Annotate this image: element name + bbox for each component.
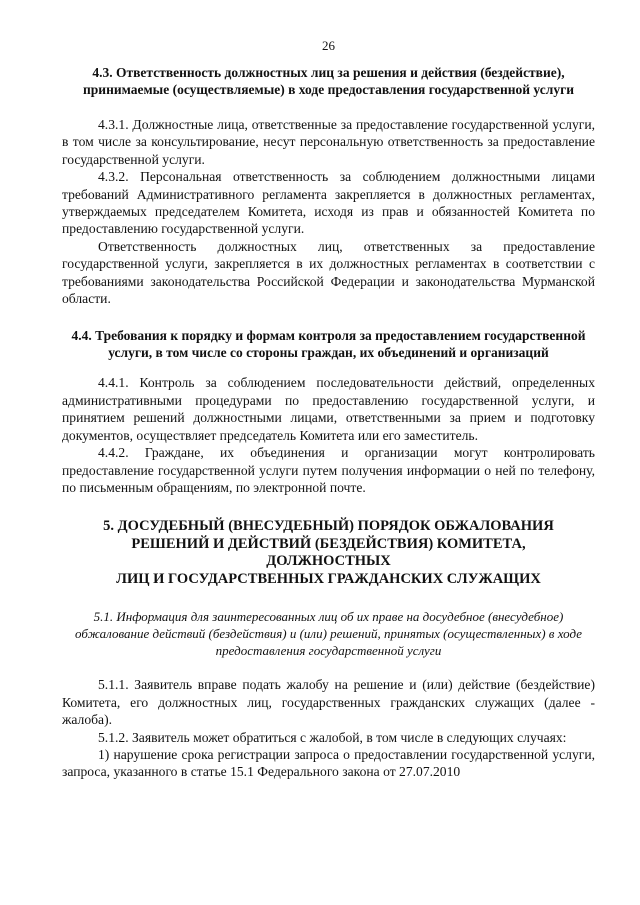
paragraph-4-4-2: 4.4.2. Граждане, их объединения и организации могут контролировать предоставление государственной услуги путем получения информации о ней по телефону, по письменным обращениям, по электронной почте. (62, 445, 595, 495)
section-5-heading (62, 518, 595, 588)
page-number: 26 (322, 38, 335, 53)
section-5-heading-line: РЕШЕНИЙ И ДЕЙСТВИЙ (БЕЗДЕЙСТВИЯ) КОМИТЕТА, (131, 535, 526, 552)
section-5-heading-line: ЛИЦ И ГОСУДАРСТВЕННЫХ ГРАЖДАНСКИХ СЛУЖАЩИХ (116, 570, 541, 587)
section-5-1-subtitle: 5.1. Информация для заинтересованных лиц об их праве на досудебное (внесудебное) обжалование действий (бездействия) и (или) решений, принятых (осуществленных) в ходе предоставления государственной услуги (75, 609, 582, 659)
paragraph-case-1: 1) нарушение срока регистрации запроса о предоставлении государственной услуги, запроса, указанного в статье 15.1 Федерального закона от 27.07.2010 (62, 746, 595, 780)
paragraph-5-1-2: 5.1.2. Заявитель может обратиться с жалобой, в том числе в следующих случаях: (98, 729, 567, 745)
section-5-heading-line: 5. ДОСУДЕБНЫЙ (ВНЕСУДЕБНЫЙ) ПОРЯДОК ОБЖАЛОВАНИЯ (103, 518, 554, 535)
paragraph-4-3-2: 4.3.2. Персональная ответственность за соблюдением должностными лицами требований Административного регламента закрепляется в должностных регламентах, утверждаемых председателем Комитета, исходя из прав и обязанностей Комитета по предоставлению государственной услуги. (62, 169, 595, 237)
paragraph-4-4-1: 4.4.1. Контроль за соблюдением последовательности действий, определенных административными процедурами по предоставлению государственной услуги, и принятием решений должностными лицами, ответственными за прием и подготовку документов, осуществляет председатель Комитета или его заместитель. (62, 375, 595, 443)
section-4-3-heading: 4.3. Ответственность должностных лиц за решения и действия (бездействие), принимаемые (осуществляемые) в ходе предоставления государственной услуги (83, 65, 574, 97)
paragraph-4-3-1: 4.3.1. Должностные лица, ответственные за предоставление государственной услуги, в том числе за консультирование, несут персональную ответственность за предоставление государственной услуги. (62, 117, 595, 167)
paragraph-5-1-1: 5.1.1. Заявитель вправе подать жалобу на решение и (или) действие (бездействие) Комитета, его должностных лиц, государственных гражданских служащих (далее - жалоба). (62, 677, 595, 728)
paragraph-responsibility: Ответственность должностных лиц, ответственных за предоставление государственной услуги, закрепляется в их должностных регламентах в соответствии с требованиями законодательства Российской Федерации и законодательства Мурманской области. (62, 238, 595, 307)
section-4-4-heading: 4.4. Требования к порядку и формам контроля за предоставлением государственной услуги, в том числе со стороны граждан, их объединений и организаций (71, 328, 586, 361)
section-5-heading-line: ДОЛЖНОСТНЫХ (266, 553, 391, 570)
